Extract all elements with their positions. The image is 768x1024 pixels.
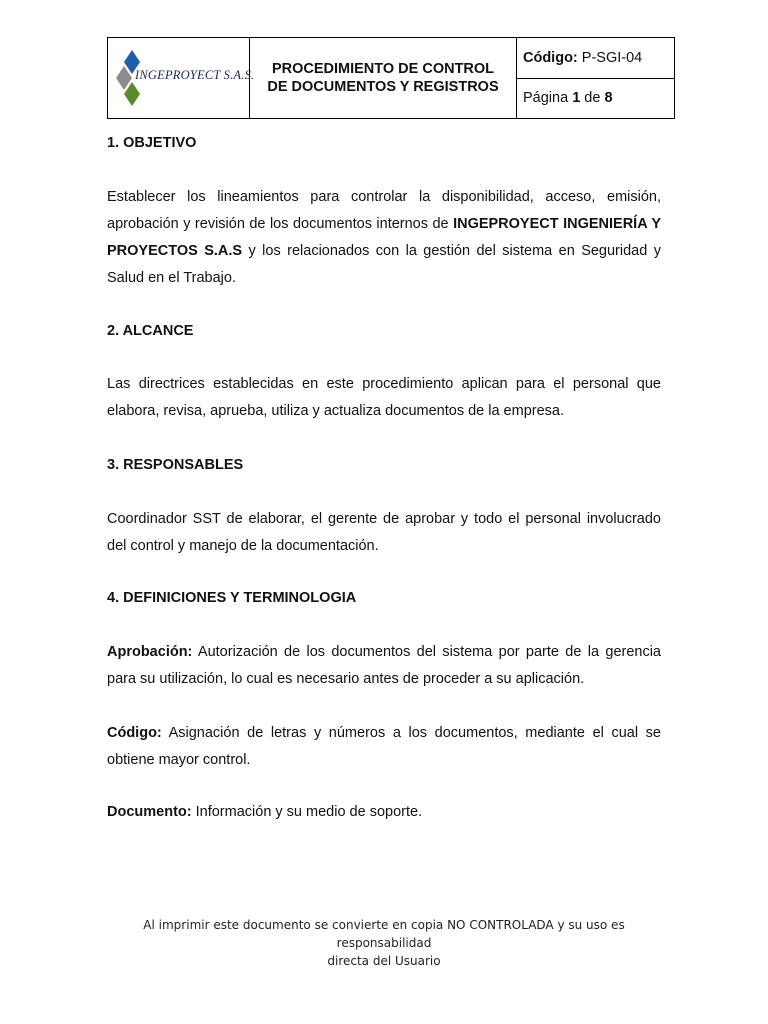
page-label: Página (523, 90, 569, 107)
footer-line-1: Al imprimir este documento se convierte en copia NO CONTROLADA y su uso es responsabilidad (143, 918, 625, 950)
code-cell (517, 38, 675, 79)
footer-line-2: directa del Usuario (327, 954, 441, 968)
definition-term: Aprobación: (107, 644, 193, 660)
objetivo-text-before: Establecer los lineamientos para controlar la disponibilidad, acceso, emisión, aprobación y revisión de los documentos internos de (107, 189, 661, 232)
logo-cell (108, 38, 255, 119)
code-value: P-SGI-04 (581, 49, 643, 66)
page-of: de (584, 90, 601, 107)
section-objetivo-heading (107, 130, 661, 157)
code-label: Código: (523, 49, 578, 66)
definition-item (107, 639, 661, 693)
company-logo (108, 38, 255, 118)
section-alcance-body (107, 371, 661, 425)
section-objetivo-body (107, 184, 661, 292)
definition-item (107, 799, 661, 826)
alcance-paragraph: Las directrices establecidas en este procedimiento aplican para el personal que elabora, revisa, aprueba, utiliza y actualiza documentos de la empresa. (107, 376, 661, 419)
heading-definiciones: 4. DEFINICIONES Y TERMINOLOGIA (107, 590, 357, 606)
page-total: 8 (604, 90, 613, 107)
definition-item (107, 720, 661, 774)
section-responsables-body (107, 506, 661, 560)
objetivo-text-after: y los relacionados con la gestión del sistema en Seguridad y Salud en el Trabajo. (107, 243, 661, 286)
document-header (107, 37, 675, 119)
heading-objetivo: 1. OBJETIVO (107, 135, 197, 151)
definition-aprobacion (107, 639, 661, 693)
definition-term: Código: (107, 725, 162, 741)
definition-text: Información y su medio de soporte. (191, 804, 423, 820)
title-line-2: DE DOCUMENTOS Y REGISTROS (267, 79, 499, 95)
responsables-paragraph: Coordinador SST de elaborar, el gerente de aprobar y todo el personal involucrado del control y manejo de la documentación. (107, 511, 661, 554)
title-line-1: PROCEDIMIENTO DE CONTROL (271, 61, 495, 77)
definition-text: Autorización de los documentos del sistema por parte de la gerencia para su utilización, lo cual es necesario antes de proceder a su aplicación. (107, 644, 661, 687)
section-definiciones-heading (107, 585, 661, 612)
page-footer (100, 916, 668, 970)
definition-text: Asignación de letras y números a los documentos, mediante el cual se obtiene mayor control. (107, 725, 661, 768)
logo-text: INGEPROYECT S.A.S. (135, 68, 255, 82)
section-responsables-heading (107, 452, 661, 479)
definition-documento (107, 799, 661, 826)
heading-responsables: 3. RESPONSABLES (107, 457, 244, 473)
document-title (250, 38, 517, 119)
definition-codigo (107, 720, 661, 774)
definition-term: Documento: (107, 804, 192, 820)
objetivo-paragraph (107, 184, 661, 292)
company-name: INGEPROYECT INGENIERÍA Y PROYECTOS S.A.S (107, 216, 661, 259)
page-current: 1 (572, 90, 581, 107)
section-alcance-heading (107, 318, 661, 345)
heading-alcance: 2. ALCANCE (107, 323, 194, 339)
page-cell (517, 78, 675, 119)
